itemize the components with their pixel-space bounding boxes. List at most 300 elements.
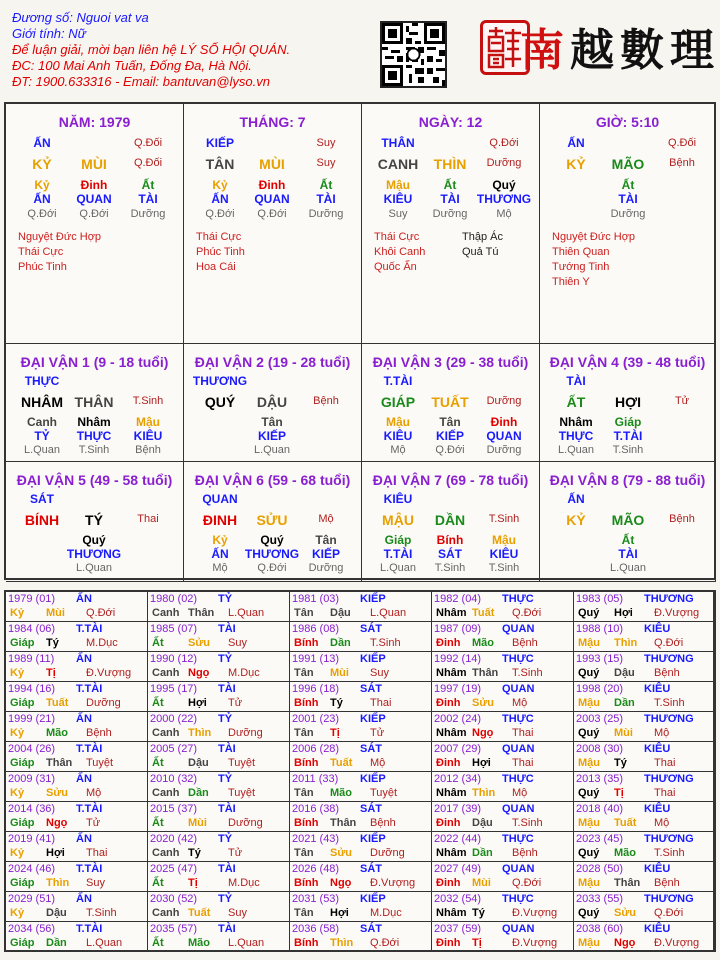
dai-van-title: ĐẠI VẬN 7 (69 - 78 tuổi): [372, 472, 529, 488]
year-stage: Mộ: [512, 787, 528, 799]
year-god: T.TÀI: [76, 863, 103, 875]
year-branch: Thìn: [614, 637, 638, 649]
year-stage: T.Sinh: [86, 907, 117, 919]
year-cell: [432, 922, 574, 952]
year-stem: Tân: [294, 727, 314, 739]
year-branch: Sửu: [472, 697, 495, 709]
header-info: [12, 10, 290, 90]
hidden-god: ẤN: [211, 192, 229, 206]
year-branch: Sửu: [330, 847, 353, 859]
pillar-cell: [6, 104, 184, 344]
year-cell: [432, 712, 574, 742]
star-item: Nguyệt Đức Hợp: [552, 231, 636, 243]
year-stage: T.Sinh: [654, 847, 685, 859]
year-label: 1998 (20): [576, 683, 624, 695]
year-stage: Đ.Vượng: [512, 937, 558, 949]
stars-good: [552, 230, 635, 290]
year-god: SÁT: [360, 623, 382, 635]
year-cell: [290, 652, 432, 682]
dv-god: QUAN: [202, 492, 238, 506]
year-label: 1990 (12): [150, 653, 198, 665]
year-god: THỰC: [502, 833, 534, 845]
dv-god: KIÊU: [383, 492, 413, 506]
year-god: TÀI: [218, 623, 236, 635]
dv-hidden-god: KIÊU: [383, 429, 413, 443]
stem-god: THÂN: [381, 136, 415, 150]
year-stage: Tuyệt: [370, 787, 398, 799]
year-stem: Nhâm: [436, 907, 467, 919]
year-cell: [148, 862, 290, 892]
year-stem: Quý: [578, 607, 600, 619]
year-label: 2023 (45): [576, 833, 624, 845]
dai-van-title: ĐẠI VẬN 1 (9 - 18 tuổi): [20, 354, 169, 370]
year-stem: Tân: [294, 847, 314, 859]
hidden-stage: Dưỡng: [308, 208, 344, 220]
year-branch: Tị: [472, 937, 482, 949]
year-stem: Kỷ: [10, 667, 25, 679]
dv-hidden-stage: T.Sinh: [434, 562, 466, 574]
hidden-stem: Ất: [621, 178, 635, 192]
dv-branch: THÂN: [74, 394, 114, 410]
dai-van-title: ĐẠI VẬN 3 (29 - 38 tuổi): [372, 354, 529, 370]
year-branch: Hợi: [614, 607, 633, 619]
year-cell: [6, 592, 148, 622]
dai-van-cell: [184, 462, 362, 582]
year-label: 1992 (14): [434, 653, 482, 665]
year-branch: Tý: [472, 907, 485, 919]
year-label: 2025 (47): [150, 863, 198, 875]
dv-stage: Dưỡng: [486, 395, 522, 407]
year-stage: Dưỡng: [370, 847, 405, 859]
dv-stage: Mộ: [318, 513, 334, 525]
dv-hidden-stage: Dưỡng: [486, 444, 522, 456]
pillar-cell: [184, 104, 362, 344]
year-stem: Ất: [152, 937, 164, 949]
year-stage: Thai: [512, 757, 534, 769]
star-item: Phúc Tinh: [196, 246, 245, 258]
year-stage: Q.Đới: [654, 637, 684, 649]
hidden-stem: Ất: [443, 178, 457, 192]
hidden-stem: Kỷ: [212, 178, 228, 192]
year-branch: Dần: [472, 847, 493, 859]
year-stage: Q.Đới: [370, 937, 400, 949]
year-branch: Sửu: [46, 787, 69, 799]
pillar-title: THÁNG: 7: [239, 114, 306, 130]
dv-stage: Bệnh: [669, 513, 695, 525]
dv-god: THƯƠNG: [192, 374, 248, 388]
year-branch: Dần: [46, 937, 67, 949]
year-cell: [290, 892, 432, 922]
year-stem: Bính: [294, 757, 319, 769]
dv-hidden-stem: Mậu: [492, 533, 516, 547]
year-branch: Tị: [330, 727, 340, 739]
hidden-god: TÀI: [316, 192, 336, 206]
year-stem: Giáp: [10, 937, 35, 949]
year-cell: [574, 892, 714, 922]
year-label: 2012 (34): [434, 773, 482, 785]
year-branch: Dậu: [188, 757, 209, 769]
year-branch: Ngọ: [472, 727, 494, 739]
year-branch: Thân: [188, 607, 215, 619]
year-stage: Thai: [86, 847, 108, 859]
year-stage: Bệnh: [512, 847, 538, 859]
year-label: 2024 (46): [8, 863, 56, 875]
year-branch: Thân: [46, 757, 73, 769]
year-stem: Tân: [294, 667, 314, 679]
dv-branch: DẦN: [434, 512, 466, 528]
year-god: TỶ: [218, 593, 233, 605]
year-cell: [290, 802, 432, 832]
year-stage: Tuyệt: [228, 787, 256, 799]
star-item: Nguyệt Đức Hợp: [18, 231, 102, 243]
year-stem: Mậu: [578, 757, 600, 769]
branch-state: Bệnh: [669, 157, 695, 169]
year-stage: Đ.Vượng: [654, 607, 700, 619]
pillar-title: NGÀY: 12: [418, 114, 483, 130]
year-cell: [148, 772, 290, 802]
address: ĐC: 100 Mai Anh Tuấn, Đống Đa, Hà Nội.: [12, 58, 252, 73]
hidden-god: TÀI: [440, 192, 460, 206]
dv-stage: T.Sinh: [488, 513, 520, 525]
year-branch: Sửu: [188, 637, 211, 649]
dv-hidden-god: SÁT: [438, 547, 462, 561]
year-branch: Mão: [188, 937, 210, 949]
year-stem: Bính: [294, 817, 319, 829]
stars-good: [196, 230, 245, 275]
year-cell: [432, 682, 574, 712]
dv-hidden-god: QUAN: [486, 429, 522, 443]
year-stem: Bính: [294, 937, 319, 949]
year-cell: [432, 592, 574, 622]
year-stage: Suy: [370, 667, 389, 679]
hidden-stem: Đinh: [80, 178, 108, 192]
dv-hidden-stage: Dưỡng: [308, 562, 344, 574]
year-stage: Mộ: [654, 727, 670, 739]
year-label: 1982 (04): [434, 593, 482, 605]
year-label: 1985 (07): [150, 623, 198, 635]
dv-god: THỰC: [24, 374, 60, 388]
year-cell: [148, 742, 290, 772]
year-cell: [432, 802, 574, 832]
star-item: Thái Cực: [196, 231, 242, 243]
year-label: 2032 (54): [434, 893, 482, 905]
year-stage: M.Dục: [370, 907, 402, 919]
year-cell: [574, 712, 714, 742]
star-item: Thái Cực: [374, 231, 420, 243]
dv-hidden-stage: L.Quan: [557, 444, 595, 456]
dv-hidden-stem: Quý: [260, 533, 284, 547]
hidden-stem: Kỷ: [34, 178, 50, 192]
year-branch: Dậu: [472, 817, 493, 829]
year-label: 2019 (41): [8, 833, 56, 845]
year-god: KIÊU: [644, 683, 671, 695]
year-god: QUAN: [502, 803, 535, 815]
year-god: KIẾP: [360, 713, 386, 725]
year-stem: Canh: [152, 787, 180, 799]
year-stem: Kỷ: [10, 727, 25, 739]
year-stage: Dưỡng: [228, 817, 263, 829]
year-label: 2018 (40): [576, 803, 624, 815]
year-label: 2013 (35): [576, 773, 624, 785]
year-stage: M.Dục: [228, 877, 260, 889]
dai-van-cell: [6, 462, 184, 582]
year-stage: Đ.Vượng: [370, 877, 416, 889]
year-stage: Đ.Vượng: [512, 907, 558, 919]
year-god: ẤN: [76, 713, 92, 725]
year-stem: Canh: [152, 907, 180, 919]
year-stem: Kỷ: [10, 787, 25, 799]
stem-god: ẤN: [567, 136, 585, 150]
dv-hidden-stage: T.Sinh: [612, 444, 644, 456]
year-branch: Tuất: [614, 817, 637, 829]
stem-state: Q.Đới: [489, 137, 519, 149]
year-god: THƯƠNG: [644, 833, 694, 845]
year-stage: Bệnh: [370, 817, 396, 829]
year-branch: Dậu: [614, 667, 635, 679]
dv-hidden-god: KIÊU: [133, 429, 163, 443]
year-branch: Dần: [330, 637, 351, 649]
dv-hidden-stem: Bính: [436, 533, 464, 547]
year-stem: Ất: [152, 757, 164, 769]
year-label: 1995 (17): [150, 683, 198, 695]
year-god: ẤN: [76, 593, 92, 605]
year-branch: Tý: [330, 697, 343, 709]
year-god: ẤN: [76, 653, 92, 665]
year-label: 2009 (31): [8, 773, 56, 785]
dv-hidden-god: ẤN: [211, 547, 229, 561]
year-stem: Nhâm: [436, 727, 467, 739]
year-stem: Quý: [578, 907, 600, 919]
dv-hidden-god: T.TÀI: [613, 429, 643, 443]
pillar-cell: [362, 104, 540, 344]
stem-god: KIẾP: [205, 136, 234, 150]
dai-van-cell: [362, 344, 540, 462]
year-branch: Mùi: [330, 667, 349, 679]
dv-hidden-god: TÀI: [618, 547, 638, 561]
dv-hidden-stem: Đinh: [490, 415, 518, 429]
year-label: 2038 (60): [576, 923, 624, 935]
contact-note: Để luận giải, mời bạn liên hệ LÝ SỐ HỘI QUÁN.: [12, 42, 291, 57]
year-god: QUAN: [502, 623, 535, 635]
star-item: Hoa Cái: [196, 261, 236, 273]
year-label: 2016 (38): [292, 803, 340, 815]
year-branch: Ngọ: [188, 667, 210, 679]
year-cell: [432, 862, 574, 892]
year-stem: Bính: [294, 637, 319, 649]
dv-stem: BÍNH: [24, 512, 60, 528]
year-branch: Thìn: [188, 727, 212, 739]
year-branch: Thân: [472, 667, 499, 679]
year-stem: Mậu: [578, 817, 600, 829]
year-branch: Sửu: [614, 907, 637, 919]
stem: KỶ: [566, 156, 586, 172]
year-branch: Mùi: [46, 607, 65, 619]
year-god: KIẾP: [360, 653, 386, 665]
hidden-stem: Mậu: [386, 178, 410, 192]
dv-hidden-god: TỶ: [34, 429, 50, 443]
year-label: 2020 (42): [150, 833, 198, 845]
dv-god: ẤN: [567, 492, 585, 506]
year-stage: Thai: [512, 727, 534, 739]
year-cell: [432, 652, 574, 682]
year-god: KIÊU: [644, 863, 671, 875]
year-stem: Tân: [294, 787, 314, 799]
dv-hidden-god: KIẾP: [257, 429, 286, 443]
year-cell: [290, 712, 432, 742]
year-cell: [6, 712, 148, 742]
year-stem: Đinh: [436, 757, 461, 769]
year-cell: [148, 712, 290, 742]
dv-hidden-stage: Bệnh: [135, 444, 161, 456]
year-cell: [148, 592, 290, 622]
star-item: Khôi Canh: [374, 246, 426, 258]
year-cell: [574, 652, 714, 682]
year-god: SÁT: [360, 743, 382, 755]
year-god: SÁT: [360, 803, 382, 815]
year-stage: Tuyệt: [228, 757, 256, 769]
year-god: SÁT: [360, 923, 382, 935]
year-branch: Hợi: [188, 697, 207, 709]
year-god: KIẾP: [360, 773, 386, 785]
year-god: SÁT: [360, 683, 382, 695]
year-branch: Tý: [46, 637, 59, 649]
year-stage: T.Sinh: [370, 637, 401, 649]
year-label: 1988 (10): [576, 623, 624, 635]
hidden-stage: Mộ: [496, 208, 512, 220]
dv-hidden-stem: Giáp: [384, 533, 412, 547]
year-label: 1981 (03): [292, 593, 340, 605]
year-cell: [290, 592, 432, 622]
year-stage: Mộ: [654, 817, 670, 829]
dv-hidden-stem: Mậu: [386, 415, 410, 429]
year-label: 2031 (53): [292, 893, 340, 905]
year-stem: Kỷ: [10, 907, 25, 919]
year-stage: M.Dục: [228, 667, 260, 679]
year-label: 2010 (32): [150, 773, 198, 785]
year-god: TỶ: [218, 833, 233, 845]
owner-name: Đương số: Nguoi vat va: [12, 10, 149, 25]
hidden-stage: Dưỡng: [130, 208, 166, 220]
dv-stem: MẬU: [382, 512, 414, 528]
dv-stem: QUÝ: [204, 394, 236, 410]
hidden-god: THƯƠNG: [476, 192, 532, 206]
dv-god: TÀI: [566, 374, 586, 388]
dv-hidden-god: THỰC: [76, 429, 112, 443]
year-stem: Canh: [152, 607, 180, 619]
year-label: 2014 (36): [8, 803, 56, 815]
year-stage: Thai: [654, 757, 676, 769]
year-god: THỰC: [502, 773, 534, 785]
year-god: T.TÀI: [76, 923, 103, 935]
branch-state: Dưỡng: [486, 157, 522, 169]
dv-hidden-stem: Giáp: [614, 415, 642, 429]
year-stem: Giáp: [10, 697, 35, 709]
year-cell: [290, 862, 432, 892]
dv-hidden-god: THỰC: [558, 429, 594, 443]
year-god: THỰC: [502, 893, 534, 905]
dai-van-cell: [6, 344, 184, 462]
dai-van-title: ĐẠI VẬN 8 (79 - 88 tuổi): [549, 472, 706, 488]
dv-hidden-stem: Quý: [82, 533, 106, 547]
year-stage: Dưỡng: [228, 727, 263, 739]
dai-van-cell: [362, 462, 540, 582]
dai-van-title: ĐẠI VẬN 4 (39 - 48 tuổi): [549, 354, 706, 370]
year-cell: [6, 922, 148, 952]
stem-state: Q.Đối: [667, 137, 697, 149]
year-stage: Tử: [370, 727, 385, 739]
year-stem: Đinh: [436, 817, 461, 829]
year-label: 1984 (06): [8, 623, 56, 635]
year-cell: [432, 772, 574, 802]
year-label: 1987 (09): [434, 623, 482, 635]
year-stem: Đinh: [436, 877, 461, 889]
year-god: KIẾP: [360, 593, 386, 605]
year-branch: Thìn: [330, 937, 354, 949]
stem-god: ẤN: [33, 136, 51, 150]
year-stage: T.Sinh: [512, 667, 543, 679]
dv-hidden-stage: L.Quan: [23, 444, 61, 456]
year-god: TỶ: [218, 713, 233, 725]
year-stem: Đinh: [436, 637, 461, 649]
dv-stem: NHÂM: [21, 394, 63, 410]
year-stem: Ất: [152, 697, 164, 709]
dv-hidden-stage: Q.Đới: [257, 562, 287, 574]
dv-hidden-stage: T.Sinh: [78, 444, 110, 456]
dai-van-cell: [184, 344, 362, 462]
year-label: 2017 (39): [434, 803, 482, 815]
pillar-title: GIỜ: 5:10: [595, 114, 660, 130]
year-label: 2034 (56): [8, 923, 56, 935]
year-stage: Đ.Vượng: [654, 937, 700, 949]
year-branch: Thân: [614, 877, 641, 889]
stem-state: Q.Đối: [133, 137, 163, 149]
year-stage: T.Sinh: [512, 817, 543, 829]
year-god: TÀI: [218, 863, 236, 875]
year-label: 1989 (11): [8, 653, 55, 665]
year-label: 2026 (48): [292, 863, 340, 875]
star-item: Quốc Ấn: [374, 261, 417, 273]
year-cell: [6, 622, 148, 652]
year-label: 2001 (23): [292, 713, 340, 725]
dv-god: T.TÀI: [383, 374, 413, 388]
year-cell: [148, 832, 290, 862]
star-item: Thái Cực: [18, 246, 64, 258]
year-branch: Thìn: [472, 787, 496, 799]
year-cell: [290, 682, 432, 712]
year-god: KIÊU: [644, 623, 671, 635]
annual-luck-table: [4, 590, 716, 952]
dv-hidden-stem: Nhâm: [77, 415, 111, 429]
year-god: THƯƠNG: [644, 593, 694, 605]
year-stem: Nhâm: [436, 787, 467, 799]
year-label: 1994 (16): [8, 683, 56, 695]
year-branch: Ngọ: [46, 817, 68, 829]
year-label: 2021 (43): [292, 833, 340, 845]
year-stage: Tử: [228, 847, 243, 859]
year-cell: [148, 892, 290, 922]
year-stem: Nhâm: [436, 847, 467, 859]
year-stem: Quý: [578, 787, 600, 799]
year-label: 1983 (05): [576, 593, 624, 605]
hidden-stem: Quý: [492, 178, 516, 192]
dai-van-title: ĐẠI VẬN 2 (19 - 28 tuổi): [194, 354, 351, 370]
year-god: THƯƠNG: [644, 653, 694, 665]
dai-van-cell: [540, 462, 716, 582]
year-cell: [6, 832, 148, 862]
dv-branch: DẬU: [256, 394, 288, 410]
year-god: ẤN: [76, 893, 92, 905]
year-label: 2027 (49): [434, 863, 482, 875]
